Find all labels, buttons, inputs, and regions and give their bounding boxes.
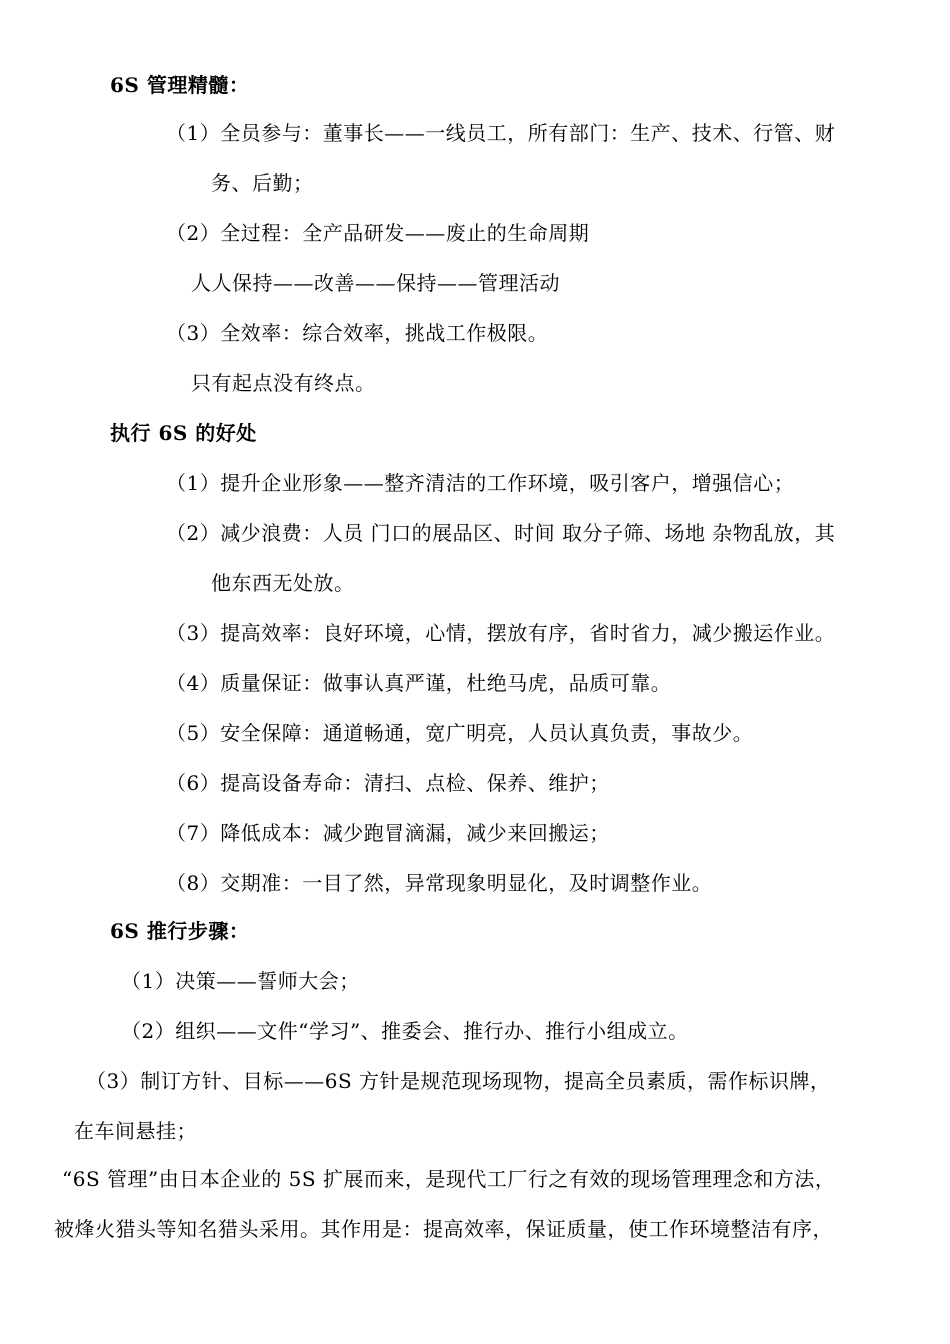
summary-line-2: 被烽火猎头等知名猎头采用。其作用是：提高效率，保证质量，使工作环境整洁有序， <box>54 1217 833 1241</box>
section-heading-steps: 6S 推行步骤： <box>110 919 250 943</box>
benefit-item-1: （1）提升企业形象——整齐清洁的工作环境，吸引客户，增强信心； <box>166 471 795 495</box>
summary-line-1: “6S 管理”由日本企业的 5S 扩展而来，是现代工厂行之有效的现场管理理念和方法， <box>62 1167 836 1191</box>
benefit-item-7: （7）降低成本：减少跑冒滴漏，减少来回搬运； <box>166 821 610 845</box>
step-item-1: （1）决策——誓师大会； <box>121 969 360 993</box>
benefit-item-5: （5）安全保障：通道畅通，宽广明亮，人员认真负责，事故少。 <box>166 721 754 745</box>
step-item-2: （2）组织——文件“学习”、推委会、推行办、推行小组成立。 <box>121 1019 689 1043</box>
benefit-item-8: （8）交期准：一目了然，异常现象明显化，及时调整作业。 <box>166 871 713 895</box>
benefit-item-2-cont: 他东西无处放。 <box>211 571 355 595</box>
benefit-item-2: （2）减少浪费：人员 门口的展品区、时间 取分子筛、场地 杂物乱放，其 <box>166 521 836 545</box>
section-heading-benefits: 执行 6S 的好处 <box>110 421 257 445</box>
step-item-3-cont: 在车间悬挂； <box>74 1119 197 1143</box>
essence-line-3-cont: 只有起点没有终点。 <box>191 371 376 395</box>
step-item-3: （3）制订方针、目标——6S 方针是规范现场现物，提高全员素质，需作标识牌， <box>86 1069 831 1093</box>
essence-line-2-cont: 人人保持——改善——保持——管理活动 <box>191 271 560 295</box>
benefit-item-6: （6）提高设备寿命：清扫、点检、保养、维护； <box>166 771 610 795</box>
section-heading-essence: 6S 管理精髓： <box>110 73 250 97</box>
essence-line-3: （3）全效率：综合效率，挑战工作极限。 <box>166 321 549 345</box>
essence-line-2: （2）全过程：全产品研发——废止的生命周期 <box>166 221 590 245</box>
benefit-item-3: （3）提高效率：良好环境，心情，摆放有序，省时省力，减少搬运作业。 <box>166 621 836 645</box>
benefit-item-4: （4）质量保证：做事认真严谨，杜绝马虎，品质可靠。 <box>166 671 672 695</box>
essence-line-1: （1）全员参与：董事长——一线员工，所有部门：生产、技术、行管、财 <box>166 121 836 145</box>
essence-line-1-cont: 务、后勤； <box>211 171 314 195</box>
